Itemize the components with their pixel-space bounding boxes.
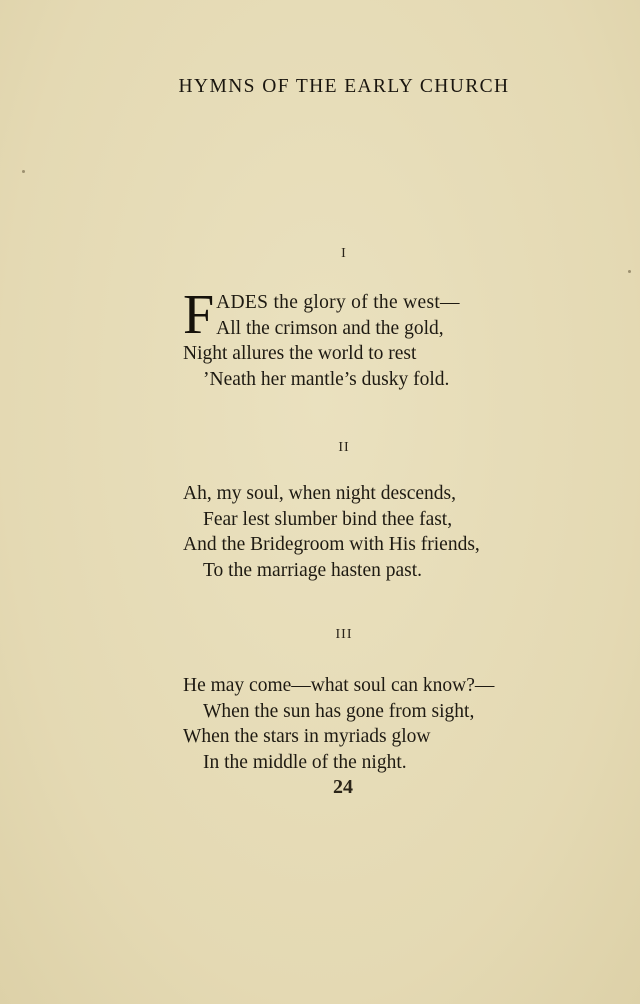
verse-line: He may come—what soul can know?— [183, 675, 495, 696]
verse-line: When the sun has gone from sight, [203, 700, 475, 722]
stanza-3 [183, 673, 494, 775]
verse-line: Night allures the world to rest [183, 343, 417, 364]
paper-speck [22, 170, 25, 173]
stanza-2 [183, 481, 480, 583]
verse-line: To the marriage hasten past. [203, 559, 423, 581]
stanza-number-3: III [335, 627, 353, 642]
running-head: HYMNS OF THE EARLY CHURCH [178, 76, 510, 97]
verse-line: Ah, my soul, when night descends, [183, 483, 456, 504]
paper-speck [628, 270, 631, 273]
drop-cap: F [183, 284, 215, 346]
verse-line: ADES the glory of the west— [216, 292, 460, 313]
verse-line: When the stars in myriads glow [183, 726, 431, 747]
verse-line: In the middle of the night. [203, 751, 407, 773]
page-number: 24 [333, 776, 353, 798]
verse-line: All the crimson and the gold, [216, 317, 444, 339]
verse-line: And the Bridegroom with His friends, [183, 534, 480, 555]
verse-line: ’Neath her mantle’s dusky fold. [203, 368, 450, 390]
stanza-number-2: II [338, 440, 350, 455]
stanza-1 [183, 284, 460, 392]
stanza-number-1: I [341, 246, 347, 261]
verse-line: Fear lest slumber bind thee fast, [203, 508, 453, 530]
